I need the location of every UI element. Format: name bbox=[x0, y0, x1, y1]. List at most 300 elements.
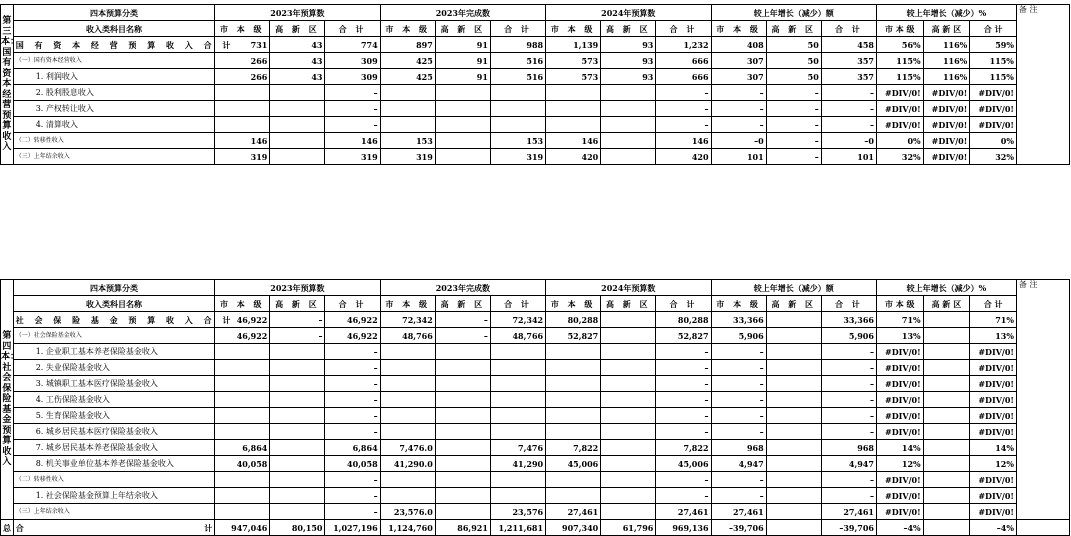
table-cell: – bbox=[711, 408, 766, 424]
row-label: （二）转移性收入 bbox=[13, 133, 214, 149]
table-cell: 13% bbox=[970, 328, 1017, 344]
table-cell: – bbox=[325, 488, 380, 504]
table-row bbox=[1, 69, 1070, 85]
table-cell: 91 bbox=[435, 69, 490, 85]
table-cell: #DIV/0! bbox=[876, 424, 923, 440]
table-cell bbox=[766, 408, 821, 424]
table-row bbox=[1, 53, 1070, 69]
table-row bbox=[1, 408, 1070, 424]
table-cell bbox=[270, 376, 325, 392]
col-total-pct-header: 合 计 bbox=[970, 21, 1017, 37]
col-total-header: 合 计 bbox=[490, 21, 545, 37]
table-cell: 59% bbox=[970, 37, 1017, 53]
table-cell: – bbox=[656, 472, 711, 488]
total-cell: –39,706 bbox=[711, 520, 766, 536]
table-cell bbox=[766, 312, 821, 328]
table-cell: 27,461 bbox=[711, 504, 766, 520]
group-header-gpct: 较上年增长（减少）% bbox=[876, 5, 1016, 21]
table-cell bbox=[270, 85, 325, 101]
group-header-g2024: 2024年预算数 bbox=[546, 280, 711, 296]
table-cell: – bbox=[325, 344, 380, 360]
total-cell: 969,136 bbox=[656, 520, 711, 536]
table-cell: #DIV/0! bbox=[876, 360, 923, 376]
table-cell: – bbox=[325, 101, 380, 117]
table-cell bbox=[490, 360, 545, 376]
table-cell: 115% bbox=[876, 53, 923, 69]
table-cell: – bbox=[270, 328, 325, 344]
table-cell: – bbox=[656, 101, 711, 117]
table-cell bbox=[766, 440, 821, 456]
table-cell bbox=[546, 360, 601, 376]
table-cell bbox=[270, 117, 325, 133]
table-cell: #DIV/0! bbox=[970, 344, 1017, 360]
table-cell: – bbox=[821, 424, 876, 440]
table-cell bbox=[923, 472, 970, 488]
table-cell bbox=[601, 424, 656, 440]
table-cell: –0 bbox=[821, 133, 876, 149]
table-cell bbox=[601, 392, 656, 408]
col-zone-header: 高 新 区 bbox=[601, 296, 656, 312]
table-cell bbox=[490, 408, 545, 424]
table-cell bbox=[766, 424, 821, 440]
table-cell: 72,342 bbox=[490, 312, 545, 328]
table-cell bbox=[601, 360, 656, 376]
table-cell: 116% bbox=[923, 69, 970, 85]
table-cell: 101 bbox=[821, 149, 876, 165]
table-row bbox=[1, 101, 1070, 117]
table-cell bbox=[923, 488, 970, 504]
table-cell: – bbox=[821, 360, 876, 376]
table-cell: – bbox=[656, 85, 711, 101]
table-cell bbox=[601, 328, 656, 344]
table-cell bbox=[270, 133, 325, 149]
table-cell: 146 bbox=[546, 133, 601, 149]
col-city-header: 市 本 级 bbox=[215, 21, 270, 37]
table-cell: 266 bbox=[215, 53, 270, 69]
table-cell bbox=[546, 392, 601, 408]
table-cell: #DIV/0! bbox=[876, 344, 923, 360]
table-cell: – bbox=[766, 117, 821, 133]
table-cell: 43 bbox=[270, 53, 325, 69]
table-cell: 52,827 bbox=[546, 328, 601, 344]
table-cell bbox=[601, 504, 656, 520]
table-cell bbox=[215, 472, 270, 488]
table-cell: 968 bbox=[821, 440, 876, 456]
table-cell: 573 bbox=[546, 53, 601, 69]
table-cell: – bbox=[656, 392, 711, 408]
row-label: 3. 产权转让收入 bbox=[13, 101, 214, 117]
section-side-label: 第三本：国有资本经营预算收入 bbox=[1, 5, 14, 165]
table-cell: 5,906 bbox=[711, 328, 766, 344]
table-cell: #DIV/0! bbox=[876, 504, 923, 520]
table-cell: 50 bbox=[766, 37, 821, 53]
table-cell: 408 bbox=[711, 37, 766, 53]
category-header: 四本预算分类 bbox=[13, 280, 214, 296]
total-cell: 61,796 bbox=[601, 520, 656, 536]
table-row bbox=[1, 392, 1070, 408]
table-cell: #DIV/0! bbox=[876, 101, 923, 117]
total-cell bbox=[766, 520, 821, 536]
table-cell bbox=[380, 85, 435, 101]
table-cell bbox=[215, 408, 270, 424]
table-cell bbox=[546, 117, 601, 133]
table-cell bbox=[380, 408, 435, 424]
table-cell bbox=[435, 101, 490, 117]
table-cell: 27,461 bbox=[546, 504, 601, 520]
table-cell: 40,058 bbox=[325, 456, 380, 472]
table-cell: – bbox=[821, 392, 876, 408]
table-row bbox=[1, 328, 1070, 344]
table-cell: –0 bbox=[711, 133, 766, 149]
table-cell bbox=[601, 472, 656, 488]
table-cell: 12% bbox=[876, 456, 923, 472]
row-label: 8. 机关事业单位基本养老保险基金收入 bbox=[13, 456, 214, 472]
table-row bbox=[1, 117, 1070, 133]
section-side-label: 第四本：社会保险基金预算收入 bbox=[1, 280, 14, 520]
row-label: 1. 利润收入 bbox=[13, 69, 214, 85]
table-cell bbox=[435, 424, 490, 440]
table-cell bbox=[435, 440, 490, 456]
table-cell: – bbox=[711, 424, 766, 440]
table-cell: – bbox=[821, 376, 876, 392]
total-cell bbox=[923, 520, 970, 536]
table-cell bbox=[380, 472, 435, 488]
table-cell: 43 bbox=[270, 69, 325, 85]
table-cell: 40,058 bbox=[215, 456, 270, 472]
category-header: 四本预算分类 bbox=[13, 5, 214, 21]
table-cell: #DIV/0! bbox=[970, 408, 1017, 424]
total-cell: 80,150 bbox=[270, 520, 325, 536]
item-header: 收入类科目名称 bbox=[13, 296, 214, 312]
table-cell bbox=[215, 392, 270, 408]
table-cell bbox=[923, 424, 970, 440]
table-row bbox=[1, 149, 1070, 165]
table-row bbox=[1, 456, 1070, 472]
table-cell bbox=[270, 424, 325, 440]
table-cell bbox=[270, 149, 325, 165]
table-cell bbox=[435, 376, 490, 392]
total-cell: –4% bbox=[970, 520, 1017, 536]
table-cell: – bbox=[325, 392, 380, 408]
table-cell bbox=[380, 117, 435, 133]
table-cell: 13% bbox=[876, 328, 923, 344]
table-cell: 666 bbox=[656, 69, 711, 85]
total-label-mid: 合 bbox=[15, 522, 24, 533]
table-cell bbox=[380, 488, 435, 504]
table-cell: – bbox=[656, 408, 711, 424]
table-cell bbox=[766, 472, 821, 488]
table-cell bbox=[270, 101, 325, 117]
table-cell bbox=[435, 149, 490, 165]
table-cell: 52,827 bbox=[656, 328, 711, 344]
table-cell: 988 bbox=[490, 37, 545, 53]
social-insurance-budget-table bbox=[0, 279, 1070, 536]
total-cell: 86,921 bbox=[435, 520, 490, 536]
row-label: （三）上年结余收入 bbox=[13, 504, 214, 520]
row-label: 4. 工伤保险基金收入 bbox=[13, 392, 214, 408]
table-cell: – bbox=[325, 117, 380, 133]
total-cell: 1,124,760 bbox=[380, 520, 435, 536]
group-header-g2024: 2024年预算数 bbox=[546, 5, 711, 21]
table-cell: 516 bbox=[490, 53, 545, 69]
table-cell: 48,766 bbox=[490, 328, 545, 344]
col-city-header: 市 本 级 bbox=[711, 21, 766, 37]
table-cell bbox=[215, 376, 270, 392]
table-cell: 116% bbox=[923, 53, 970, 69]
row-label: 2. 股利股息收入 bbox=[13, 85, 214, 101]
table-cell: #DIV/0! bbox=[970, 360, 1017, 376]
table-cell: – bbox=[325, 472, 380, 488]
table-cell bbox=[490, 344, 545, 360]
table-cell: 307 bbox=[711, 53, 766, 69]
table-cell: 50 bbox=[766, 53, 821, 69]
table-cell bbox=[490, 85, 545, 101]
group-header-gpct: 较上年增长（减少）% bbox=[876, 280, 1016, 296]
table-cell: – bbox=[821, 101, 876, 117]
note-header: 备 注 bbox=[1016, 280, 1069, 520]
table-cell: 93 bbox=[601, 69, 656, 85]
note-header: 备 注 bbox=[1016, 5, 1069, 165]
table-cell: 46,922 bbox=[325, 312, 380, 328]
table-cell: 46,922 bbox=[325, 328, 380, 344]
table-cell: 48,766 bbox=[380, 328, 435, 344]
table-row bbox=[1, 440, 1070, 456]
table-cell bbox=[270, 456, 325, 472]
col-zone-header: 高 新 区 bbox=[766, 296, 821, 312]
table-cell: 41,290 bbox=[490, 456, 545, 472]
table-cell: #DIV/0! bbox=[970, 472, 1017, 488]
col-zone-header: 高 新 区 bbox=[270, 296, 325, 312]
total-label-right: 计 bbox=[204, 522, 213, 533]
table-cell: #DIV/0! bbox=[970, 117, 1017, 133]
table-cell bbox=[435, 344, 490, 360]
table-cell: 458 bbox=[821, 37, 876, 53]
table-cell: 420 bbox=[546, 149, 601, 165]
group-header-g2023c: 2023年完成数 bbox=[380, 280, 545, 296]
table-cell: #DIV/0! bbox=[923, 101, 970, 117]
table-row bbox=[1, 424, 1070, 440]
table-cell: – bbox=[325, 85, 380, 101]
table-cell bbox=[923, 408, 970, 424]
table-cell bbox=[601, 117, 656, 133]
table-cell: 309 bbox=[325, 53, 380, 69]
table-cell bbox=[601, 149, 656, 165]
table-cell bbox=[435, 504, 490, 520]
table-cell bbox=[380, 376, 435, 392]
table-cell bbox=[215, 424, 270, 440]
table-cell: 1,232 bbox=[656, 37, 711, 53]
table-cell: – bbox=[766, 85, 821, 101]
row-label: 5. 生育保险基金收入 bbox=[13, 408, 214, 424]
table-cell: 46,922 bbox=[215, 328, 270, 344]
table-cell: #DIV/0! bbox=[876, 472, 923, 488]
col-zone-pct-header: 高 新 区 bbox=[923, 21, 970, 37]
table-cell: 153 bbox=[380, 133, 435, 149]
group-header-g2023b: 2023年预算数 bbox=[215, 280, 380, 296]
table-cell: 32% bbox=[970, 149, 1017, 165]
col-city-header: 市 本 级 bbox=[711, 296, 766, 312]
table-cell: 897 bbox=[380, 37, 435, 53]
table-cell bbox=[601, 85, 656, 101]
table-row bbox=[1, 472, 1070, 488]
table-cell bbox=[766, 344, 821, 360]
total-cell: –39,706 bbox=[821, 520, 876, 536]
table-cell bbox=[923, 312, 970, 328]
grand-total-row bbox=[1, 520, 1070, 536]
table-cell: 774 bbox=[325, 37, 380, 53]
header-row bbox=[1, 280, 1070, 296]
col-city-pct-header: 市 本 级 bbox=[876, 21, 923, 37]
col-city-header: 市 本 级 bbox=[215, 296, 270, 312]
col-city-header: 市 本 级 bbox=[380, 296, 435, 312]
table-cell bbox=[923, 376, 970, 392]
table-cell: – bbox=[711, 360, 766, 376]
table-cell: – bbox=[435, 328, 490, 344]
total-label bbox=[13, 520, 214, 536]
table-cell: #DIV/0! bbox=[876, 392, 923, 408]
table-row bbox=[1, 360, 1070, 376]
table-row bbox=[1, 344, 1070, 360]
row-label: （三）上年结余收入 bbox=[13, 149, 214, 165]
table-cell: – bbox=[766, 101, 821, 117]
table-cell: – bbox=[821, 344, 876, 360]
row-label: （一）国有资本经营收入 bbox=[13, 53, 214, 69]
budget-table bbox=[0, 4, 1070, 165]
table-cell: – bbox=[711, 392, 766, 408]
table-cell: 4,947 bbox=[821, 456, 876, 472]
table-cell: 319 bbox=[325, 149, 380, 165]
table-cell: 7,822 bbox=[656, 440, 711, 456]
table-cell: 14% bbox=[876, 440, 923, 456]
col-zone-header: 高 新 区 bbox=[435, 21, 490, 37]
table-cell: #DIV/0! bbox=[970, 85, 1017, 101]
table-cell: 45,006 bbox=[546, 456, 601, 472]
table-cell: 6,864 bbox=[325, 440, 380, 456]
table-cell bbox=[546, 408, 601, 424]
table-cell: 56% bbox=[876, 37, 923, 53]
table-cell bbox=[270, 472, 325, 488]
table-cell: – bbox=[435, 312, 490, 328]
table-cell bbox=[270, 504, 325, 520]
table-cell: – bbox=[656, 360, 711, 376]
table-cell: – bbox=[821, 85, 876, 101]
table-cell bbox=[923, 328, 970, 344]
table-cell bbox=[270, 440, 325, 456]
table-cell: 7,476.0 bbox=[380, 440, 435, 456]
row-label: 7. 城乡居民基本养老保险基金收入 bbox=[13, 440, 214, 456]
table-cell: 309 bbox=[325, 69, 380, 85]
table-cell bbox=[546, 472, 601, 488]
table-cell: 425 bbox=[380, 53, 435, 69]
table-cell: 93 bbox=[601, 53, 656, 69]
table-cell bbox=[435, 133, 490, 149]
table-cell bbox=[546, 424, 601, 440]
table-row bbox=[1, 133, 1070, 149]
table-cell: #DIV/0! bbox=[923, 133, 970, 149]
table-cell: 93 bbox=[601, 37, 656, 53]
table-cell: – bbox=[325, 504, 380, 520]
table-cell: 516 bbox=[490, 69, 545, 85]
table-cell: #DIV/0! bbox=[970, 101, 1017, 117]
col-total-header: 合 计 bbox=[325, 296, 380, 312]
row-label: 3. 城镇职工基本医疗保险基金收入 bbox=[13, 376, 214, 392]
table-cell bbox=[923, 392, 970, 408]
table-cell bbox=[923, 440, 970, 456]
table-cell: – bbox=[711, 101, 766, 117]
table-cell: #DIV/0! bbox=[923, 117, 970, 133]
table-cell bbox=[435, 360, 490, 376]
table-cell: – bbox=[656, 424, 711, 440]
table-cell bbox=[435, 472, 490, 488]
total-cell: 1,027,196 bbox=[325, 520, 380, 536]
table-row bbox=[1, 85, 1070, 101]
state-capital-budget-table bbox=[0, 4, 1070, 165]
table-cell: – bbox=[325, 376, 380, 392]
table-cell: – bbox=[711, 472, 766, 488]
table-cell: 357 bbox=[821, 69, 876, 85]
table-cell: #DIV/0! bbox=[876, 408, 923, 424]
table-cell: 115% bbox=[970, 53, 1017, 69]
table-cell: – bbox=[766, 149, 821, 165]
table-cell bbox=[270, 360, 325, 376]
col-total-header: 合 计 bbox=[490, 296, 545, 312]
table-cell: – bbox=[270, 312, 325, 328]
table-cell bbox=[546, 344, 601, 360]
table-cell: – bbox=[766, 133, 821, 149]
table-cell: – bbox=[821, 408, 876, 424]
table-cell: 14% bbox=[970, 440, 1017, 456]
table-cell: 72,342 bbox=[380, 312, 435, 328]
table-cell: 27,461 bbox=[821, 504, 876, 520]
table-cell: – bbox=[656, 344, 711, 360]
table-cell: 33,366 bbox=[821, 312, 876, 328]
table-cell bbox=[601, 440, 656, 456]
col-city-pct-header: 市 本 级 bbox=[876, 296, 923, 312]
table-cell: 420 bbox=[656, 149, 711, 165]
table-cell: 23,576 bbox=[490, 504, 545, 520]
table-cell: 7,822 bbox=[546, 440, 601, 456]
table-cell bbox=[435, 392, 490, 408]
table-cell bbox=[435, 408, 490, 424]
col-zone-header: 高 新 区 bbox=[601, 21, 656, 37]
subheader-row bbox=[1, 21, 1070, 37]
table-row bbox=[1, 376, 1070, 392]
table-cell bbox=[435, 488, 490, 504]
table-cell: 968 bbox=[711, 440, 766, 456]
table-cell: #DIV/0! bbox=[970, 376, 1017, 392]
row-label: （一）社会保险基金收入 bbox=[13, 328, 214, 344]
table-cell bbox=[766, 376, 821, 392]
table-cell: #DIV/0! bbox=[876, 376, 923, 392]
table-cell: #DIV/0! bbox=[923, 85, 970, 101]
table-cell: 731 bbox=[215, 37, 270, 53]
table-cell: 27,461 bbox=[656, 504, 711, 520]
table-cell: 307 bbox=[711, 69, 766, 85]
table-cell: 91 bbox=[435, 53, 490, 69]
col-zone-header: 高 新 区 bbox=[270, 21, 325, 37]
table-row bbox=[1, 504, 1070, 520]
table-cell: – bbox=[656, 117, 711, 133]
table-cell: – bbox=[821, 488, 876, 504]
table-cell: 33,366 bbox=[711, 312, 766, 328]
table-cell bbox=[923, 456, 970, 472]
table-cell bbox=[601, 101, 656, 117]
table-cell: 32% bbox=[876, 149, 923, 165]
table-cell: 0% bbox=[970, 133, 1017, 149]
table-cell bbox=[380, 424, 435, 440]
table-cell: 1,139 bbox=[546, 37, 601, 53]
table-cell: 91 bbox=[435, 37, 490, 53]
